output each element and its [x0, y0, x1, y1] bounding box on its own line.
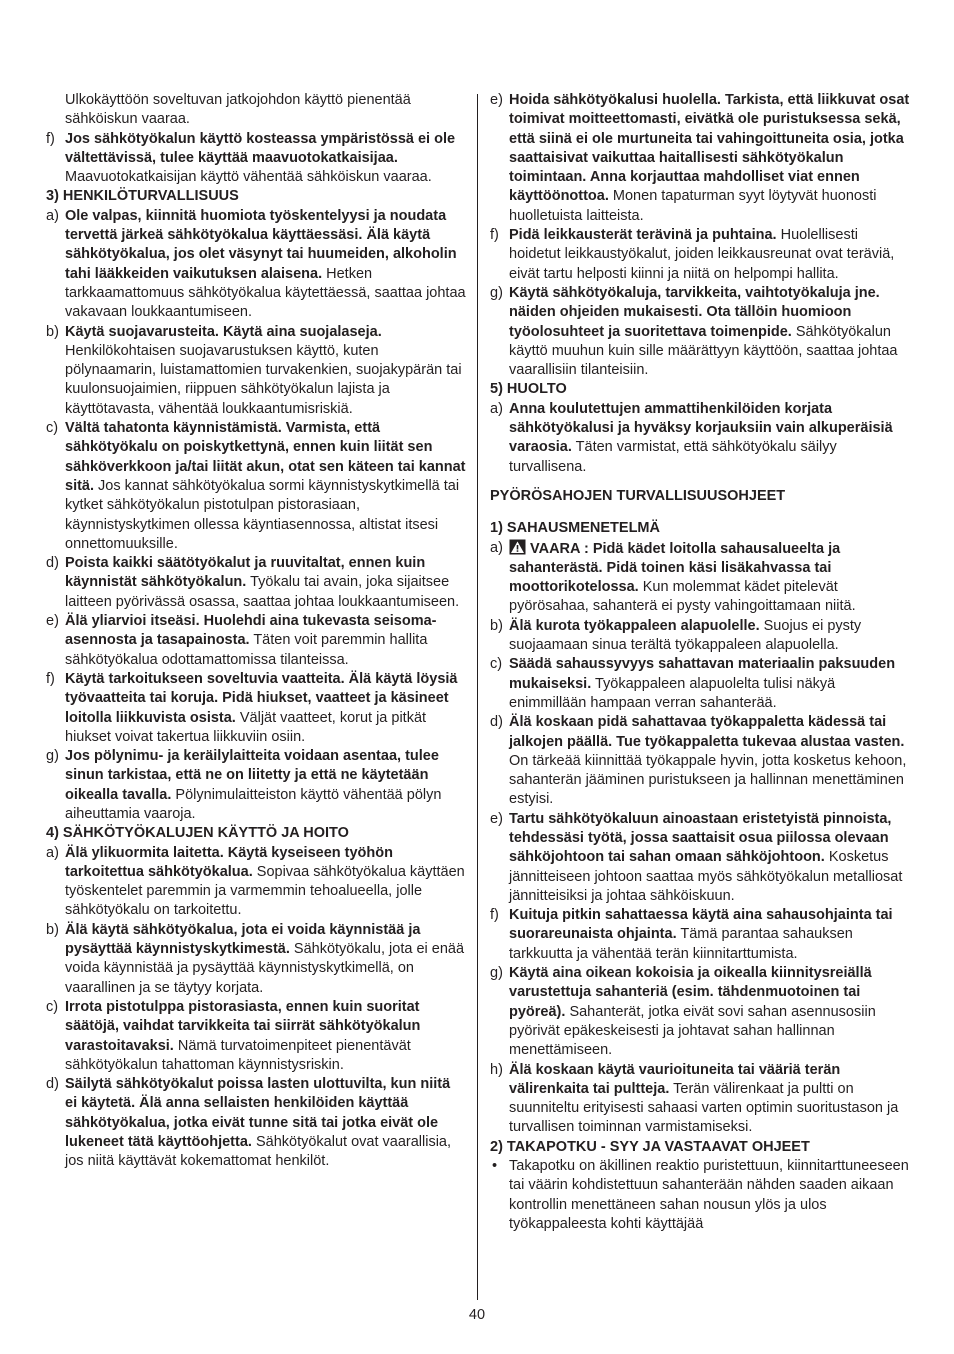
list-item [46, 844, 466, 921]
item-bold-text: Irrota pistotulppa pistorasiasta, ennen kuin suoritat säätöjä, vaihdat tarvikkeita tai siirrät sähkötyökalun varastoitavaksi. [65, 998, 421, 1054]
item-text: Työkappaleen alapuolelta tulisi näkyä enimmillään hampaan verran sahanterää. [509, 675, 836, 711]
item-label: b) [46, 921, 59, 938]
list-item [46, 323, 466, 419]
item-text: Sähkötyökalun käyttö muuhun kuin sille määrättyyn käyttöön, saattaa johtaa vaarallisiin tilanteisiin. [509, 323, 898, 379]
page-number: 40 [468, 1307, 486, 1323]
item-bold-text: Poista kaikki säätötyökalut ja ruuvitaltat, ennen kuin käynnistät sähkötyökalun. [65, 555, 426, 591]
item-label: c) [46, 420, 59, 437]
item-bold-text: Älä käytä sähkötyökalua, jota ei voida käynnistää ja pysäyttää käynnistyskytkimestä. [65, 921, 421, 958]
section-heading: 1) SAHAUSMENETELMÄ [490, 520, 660, 537]
item-label: f) [490, 227, 499, 244]
item-bold-text: Älä ylikuormita laitetta. Käytä kyseiseen työhön tarkoitettua sähkötyökalua. [65, 844, 393, 880]
item-label: f) [46, 130, 55, 147]
list-item [46, 670, 466, 747]
section-heading: 2) TAKAPOTKU - SYY JA VASTAAVAT OHJEET [490, 1138, 810, 1155]
item-bold-text: Käytä aina oikean kokoisia ja oikealla kiinnitysreiällä varustettuja sahanteriä (esim. tähdenmuotoinen tai pyöreä). [509, 965, 872, 1020]
bullet-item [490, 1157, 910, 1234]
item-text: Hetken tarkkaamattomuus sähkötyökalua käytettäessä, saattaa johtaa vakavaan loukkaantumiseen. [65, 265, 466, 321]
item-text: Kosketus jännitteiseen johtoon saattaa myös sähkötyökalun metalliosat jännitteisiksi ja johtaa sähköiskuun. [509, 849, 903, 904]
item-bold-text: Anna koulutettujen ammattihenkilöiden korjata sähkötyökalusi ja hyväksy korjauksiin vain alkuperäisiä varaosia. [509, 400, 893, 456]
continuation-text: Ulkokäyttöön soveltuvan jatkojohdon käyttö pienentää sähköiskun vaaraa. [65, 92, 411, 128]
item-bold-text: Älä yliarvioi itseäsi. Huolehdi aina tukevasta seisoma-asennosta ja tasapainosta. [65, 613, 437, 649]
list-item [490, 400, 910, 477]
warning-triangle-icon [509, 539, 526, 555]
item-text: Suojus ei pysty suojaamaan sinua terältä työkappaleen alapuolella. [509, 617, 862, 654]
item-label: g) [490, 965, 503, 982]
item-label: h) [490, 1061, 503, 1078]
list-item [490, 713, 910, 809]
item-text: Nämä turvatoimenpiteet pienentävät sähkötyökalun tahattoman käynnistysriskin. [65, 1037, 411, 1073]
item-bold-text: Hoida sähkötyökalusi huolella. Tarkista, että liikkuvat osat toimivat moitteettomasti, eivätkä ole puristuksessa sekä, että siinä ei ole murtuneita tai vahingoittuneita osia, jotka saattaisivat vaikuttaa haitallisesti sähkötyökalun toimintaan. Anna korjauttaa mahdolliset viat ennen käyttöönottoa. [509, 92, 910, 205]
bullet-text: Takapotku on äkillinen reaktio puristettuun, kiinnitarttuneeseen tai väärin kohdistettuun sahanterään nähden saaden aikaan kontrollin menettäneen sahan nousun ylös ja ulos työkappaleesta kohti käyttäjää [509, 1158, 909, 1232]
item-bold-text: Jos pölynimu- ja keräilylaitteita voidaan asentaa, tulee sinun tarkistaa, että ne on liitetty ja että ne käytetään oikealla tavalla. [65, 748, 439, 803]
item-label: e) [490, 92, 503, 108]
item-text: Jos kannat sähkötyökalua sormi käynnistyskytkimellä tai kytket sähkötyökalun pistotulpan pistorasiaan, käynnistyskytkimen ollessa käyntiasennossa, altistat itsesi onnettomuuksille. [65, 477, 460, 552]
list-item [46, 207, 466, 323]
list-item [46, 419, 466, 554]
list-item [46, 554, 466, 612]
list-item [46, 747, 466, 824]
item-bold-text: Jos sähkötyökalun käyttö kosteassa ympäristössä ei ole vältettävissä, tulee käyttää maavuotokatkaisijaa. [65, 130, 456, 166]
item-label: e) [46, 613, 59, 630]
item-text: Väljät vaatteet, korut ja pitkät hiukset voivat takertua liikkuviin osiin. [65, 709, 427, 745]
list-item [46, 1075, 466, 1171]
list-item [46, 612, 466, 670]
item-bold-text: Ole valpas, kiinnitä huomiota työskentelyysi ja noudata tervettä järkeä sähkötyökalua käyttäessäsi. Älä käytä sähkötyökalua, jos olet väsynyt tai huumeiden, alkoholin tahi lääkkeiden vaikutuksen alaisena. [65, 207, 457, 282]
left-column [46, 91, 466, 1172]
item-bold-text: Älä koskaan pidä sahattavaa työkappaletta kädessä tai jalkojen päällä. Tue työkappaletta tukevaa alustaa vasten. [509, 714, 905, 750]
item-text: Henkilökohtaisen suojavarustuksen käyttö, kuten pölynaamarin, luistamattomien turvakenkien, suojakypärän tai kuulonsuojaimien, riippuen sähkötyökalun lajista ja käyttötavasta, vähentää loukkaantumisriskiä. [65, 342, 462, 417]
list-item [46, 998, 466, 1075]
item-text: Sopivaa sähkötyökalua käyttäen työskentelet paremmin ja varmemmin tehoalueella, jolle sähkötyökalu on tarkoitettu. [65, 863, 465, 919]
item-label: f) [46, 670, 55, 687]
list-item [490, 284, 910, 380]
item-text: Täten varmistat, että sähkötyökalu säilyy turvallisena. [509, 439, 837, 475]
item-label: d) [490, 714, 503, 731]
item-label: g) [490, 284, 503, 301]
item-label: e) [490, 810, 503, 827]
item-bold-text: Säädä sahaussyvyys sahattavan materiaalin paksuuden mukaiseksi. [509, 656, 896, 692]
column-divider [477, 94, 478, 1300]
item-label: b) [490, 617, 503, 634]
item-text: On tärkeää kiinnittää työkappale hyvin, jotta kosketus kehoon, sahanterän jääminen puristukseen ja hallinnan menettäminen estyisi. [509, 752, 907, 808]
item-bold-text: Tartu sähkötyökaluun ainoastaan eristetyistä pinnoista, tehdessäsi työtä, jossa saattaisit osua piilossa olevaan sähköjohtoon tai sahan omaan sähköjohtoon. [509, 810, 892, 866]
item-bold-text: Pidä leikkausterät terävinä ja puhtaina. [509, 227, 777, 244]
item-bold-text: Älä kurota työkappaleen alapuolelle. [509, 617, 760, 634]
list-item [490, 1061, 910, 1138]
list-item [490, 964, 910, 1060]
item-text: Sahanterät, jotka eivät sovi sahan asennusosiin pyörivät epäkeskeisesti ja johtavat sahan hallinnan menettämiseen. [509, 1003, 876, 1059]
item-text: Sähkötyökalu, jota ei enää voida käynnistää ja pysäyttää käynnistyskytkimellä, on vaarallinen ja se täytyy korjata. [65, 941, 465, 996]
section-heading: 3) HENKILÖTURVALLISUUS [46, 188, 239, 205]
item-label: c) [490, 656, 503, 673]
list-item [46, 921, 466, 998]
list-item [490, 539, 910, 617]
section-heading: 4) SÄHKÖTYÖKALUJEN KÄYTTÖ JA HOITO [46, 825, 349, 842]
bullet-icon: • [492, 1158, 498, 1175]
item-text: Sähkötyökalut ovat vaarallisia, jos niitä käyttävät kokemattomat henkilöt. [65, 1134, 452, 1170]
item-bold-text: Kuituja pitkin sahattaessa käytä aina sahausohjainta tai suorareunaista ohjainta. [509, 907, 893, 943]
list-item [490, 226, 910, 284]
item-text: Täten voit paremmin hallita sähkötyökalua odottamattomissa tilanteissa. [65, 632, 428, 668]
list-item [490, 906, 910, 964]
item-bold-text: Käytä sähkötyökaluja, tarvikkeita, vaihtotyökaluja jne. näiden ohjeiden mukaisesti. Ota tällöin huomioon työolosuhteet ja suoritettava toimenpide. [509, 284, 880, 340]
item-label: c) [46, 998, 59, 1015]
item-label: a) [46, 844, 59, 861]
main-heading: PYÖRÖSAHOJEN TURVALLISUUSOHJEET [490, 487, 786, 504]
item-text: Terän välirenkaat ja pultti on suunniteltu erityisesti sahaasi varten optimin suoritustason ja turvallisen toiminnan varmistamiseksi. [509, 1080, 899, 1136]
item-text: Huolellisesti hoidetut leikkaustyökalut, joiden leikkausreunat ovat teräviä, eivät tartu helposti kiinni ja niitä on helpompi hallita. [509, 227, 895, 282]
item-label: d) [46, 555, 59, 572]
item-label: g) [46, 748, 59, 765]
item-bold-text: Käytä suojavarusteita. Käytä aina suojalaseja. [65, 323, 382, 340]
item-text: Kun molemmat kädet pitelevät pyörösahaa, sahanterä ei pysty vahingoittamaan niitä. [509, 579, 856, 615]
item-text: Pölynimulaitteiston käyttö vähentää pölyn aiheuttamia vaaroja. [65, 786, 442, 822]
item-text: Monen tapaturman syyt löytyvät huonosti huolletuista laitteista. [509, 188, 877, 224]
right-column [490, 91, 910, 1234]
item-label: b) [46, 323, 59, 340]
item-bold-text: Käytä tarkoitukseen soveltuvia vaatteita. Älä käytä löysiä työvaatteita tai koruja. Pidä hiukset, vaatteet ja käsineet loitolla liikkuvista osista. [65, 670, 458, 726]
item-text: Tämä parantaa sahauksen tarkkuutta ja vähentää terän kiinnitarttumista. [509, 926, 853, 962]
item-bold-text: Älä koskaan käytä vaurioituneita tai vääriä terän välirenkaita tai pultteja. [509, 1061, 841, 1097]
list-item [46, 130, 466, 188]
item-text: Työkalu tai avain, joka sijaitsee laitteen pyörivässä osassa, saattaa johtaa loukkaantumiseen. [65, 574, 460, 610]
item-bold-text: Vältä tahatonta käynnistämistä. Varmista, että sähkötyökalu on poiskytkettynä, ennen kuin liität sen sähköverkkoon ja/tai liität akun, otat sen käteen tai kannat sitä. [65, 420, 466, 494]
item-bold-text: Säilytä sähkötyökalut poissa lasten ulottuvilta, kun niitä ei käytetä. Älä anna sellaisten henkilöiden käyttää sähkötyökalua, jotka eivät tunne sitä tai jotka eivät ole lukeneet tätä käyttöohjetta. [65, 1076, 451, 1151]
item-label: a) [46, 207, 59, 224]
item-label: a) [490, 400, 503, 417]
list-item [490, 655, 910, 713]
item-label: a) [490, 539, 503, 556]
item-label: d) [46, 1076, 59, 1093]
list-item [490, 91, 910, 226]
list-item [490, 617, 910, 656]
item-text: Maavuotokatkaisijan käyttö vähentää sähköiskun vaaraa. [65, 169, 432, 186]
item-bold-text: VAARA : Pidä kädet loitolla sahausalueelta ja sahanterästä. Pidä toinen käsi lisäkahvassa tai moottorikotelossa. [509, 540, 841, 596]
section-heading: 5) HUOLTO [490, 381, 567, 398]
list-item [490, 810, 910, 906]
item-label: f) [490, 907, 499, 924]
